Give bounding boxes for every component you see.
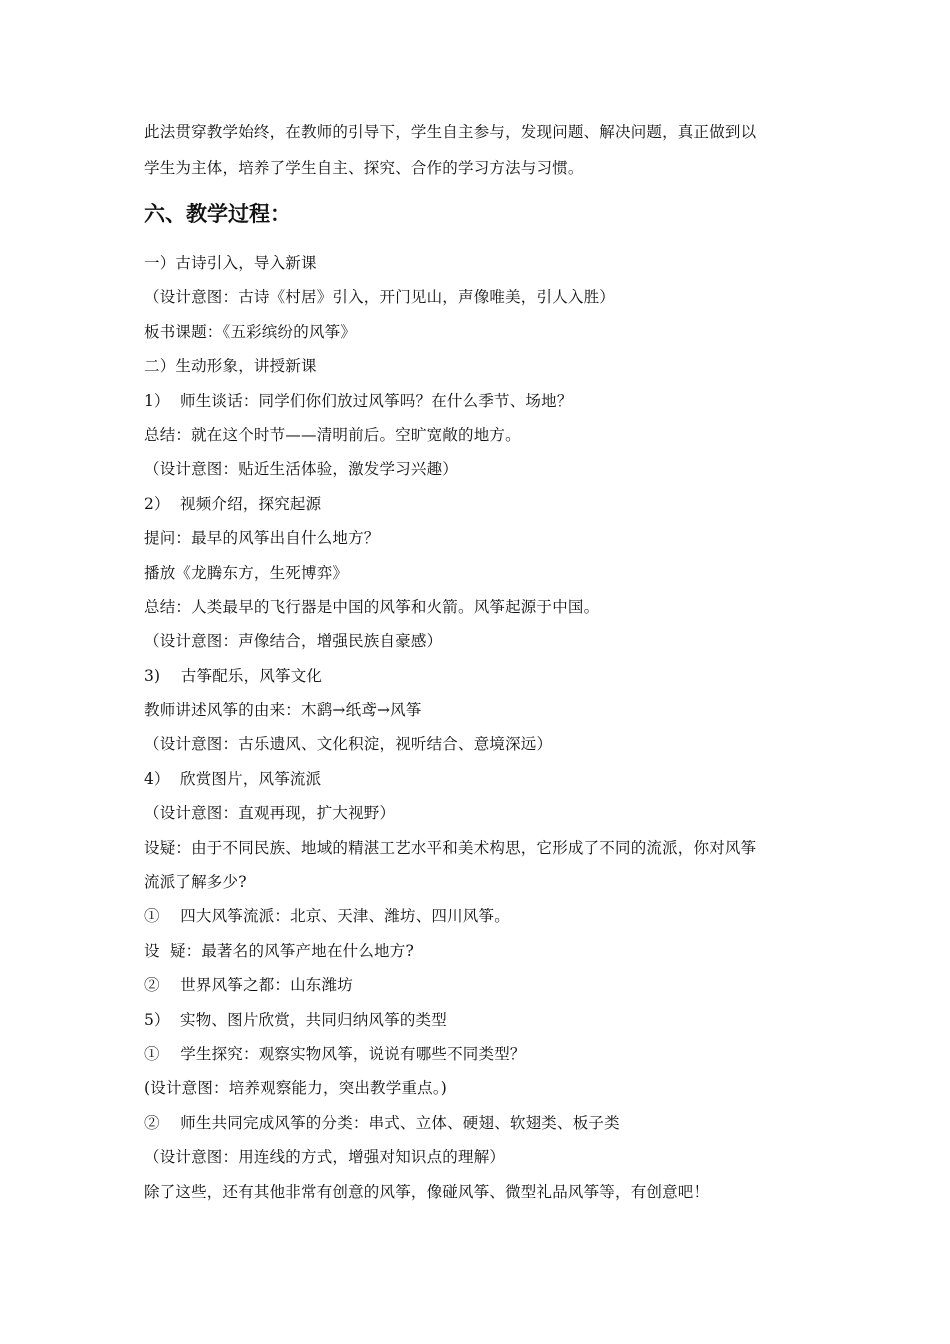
intro-line-1: 此法贯穿教学始终，在教师的引导下，学生自主参与，发现问题、解决问题，真正做到以 [144,123,757,141]
text-line: 二）生动形象，讲授新课 [144,357,317,376]
text-line: 提问：最早的风筝出自什么地方？ [144,529,380,548]
text-line: 5） 实物、图片欣赏，共同归纳风筝的类型 [144,1010,447,1029]
text-line: 3) 古筝配乐，风筝文化 [144,666,323,685]
text-line: （设计意图：声像结合，增强民族自豪感） [144,632,443,651]
intro-paragraph [144,114,814,186]
intro-line-2: 学生为主体，培养了学生自主、探究、合作的学习方法与习惯。 [144,159,584,177]
text-line: （设计意图：直观再现，扩大视野） [144,804,396,823]
text-line: 板书课题：《五彩缤纷的风筝》 [144,322,357,341]
text-line: 播放《龙腾东方，生死博弈》 [144,563,349,582]
text-line: ① 四大风筝流派：北京、天津、潍坊、四川风筝。 [144,907,510,926]
text-line: 除了这些，还有其他非常有创意的风筝，像碰风筝、微型礼品风筝等，有创意吧！ [144,1182,710,1201]
text-line: 1） 师生谈话：同学们你们放过风筝吗？在什么季节、场地？ [144,391,573,410]
text-line: 流派了解多少? [144,873,247,892]
text-line: 2） 视频介绍，探究起源 [144,494,322,513]
text-line: 总结：就在这个时节——清明前后。空旷宽敞的地方。 [144,425,521,444]
text-line: 一）古诗引入，导入新课 [144,254,317,272]
text-line: ① 学生探究：观察实物风筝，说说有哪些不同类型？ [144,1044,526,1063]
text-line: 教师讲述风筝的由来：木鹞→纸鸢→风筝 [144,701,422,720]
text-line: （设计意图：贴近生活体验，激发学习兴趣） [144,460,459,479]
text-line: ② 师生共同完成风筝的分类：串式、立体、硬翅、软翅类、板子类 [144,1113,620,1132]
teaching-process-body [144,246,824,1209]
text-line: 设 疑：最著名的风筝产地在什么地方? [144,941,414,960]
text-line: （设计意图：古乐遗风、文化积淀，视听结合、意境深远） [144,735,553,754]
text-line: 设疑：由于不同民族、地域的精湛工艺水平和美术构思，它形成了不同的流派，你对风筝 [144,838,757,857]
section-heading: 六、教学过程： [144,202,291,226]
text-line: (设计意图：培养观察能力，突出教学重点。) [144,1079,448,1098]
text-line: （设计意图：古诗《村居》引入，开门见山，声像唯美，引人入胜） [144,288,616,307]
text-line: （设计意图：用连线的方式，增强对知识点的理解） [144,1148,506,1167]
text-line: 4） 欣赏图片，风筝流派 [144,769,322,788]
text-line: 总结：人类最早的飞行器是中国的风筝和火箭。风筝起源于中国。 [144,597,600,616]
text-line: ② 世界风筝之都：山东潍坊 [144,976,353,995]
